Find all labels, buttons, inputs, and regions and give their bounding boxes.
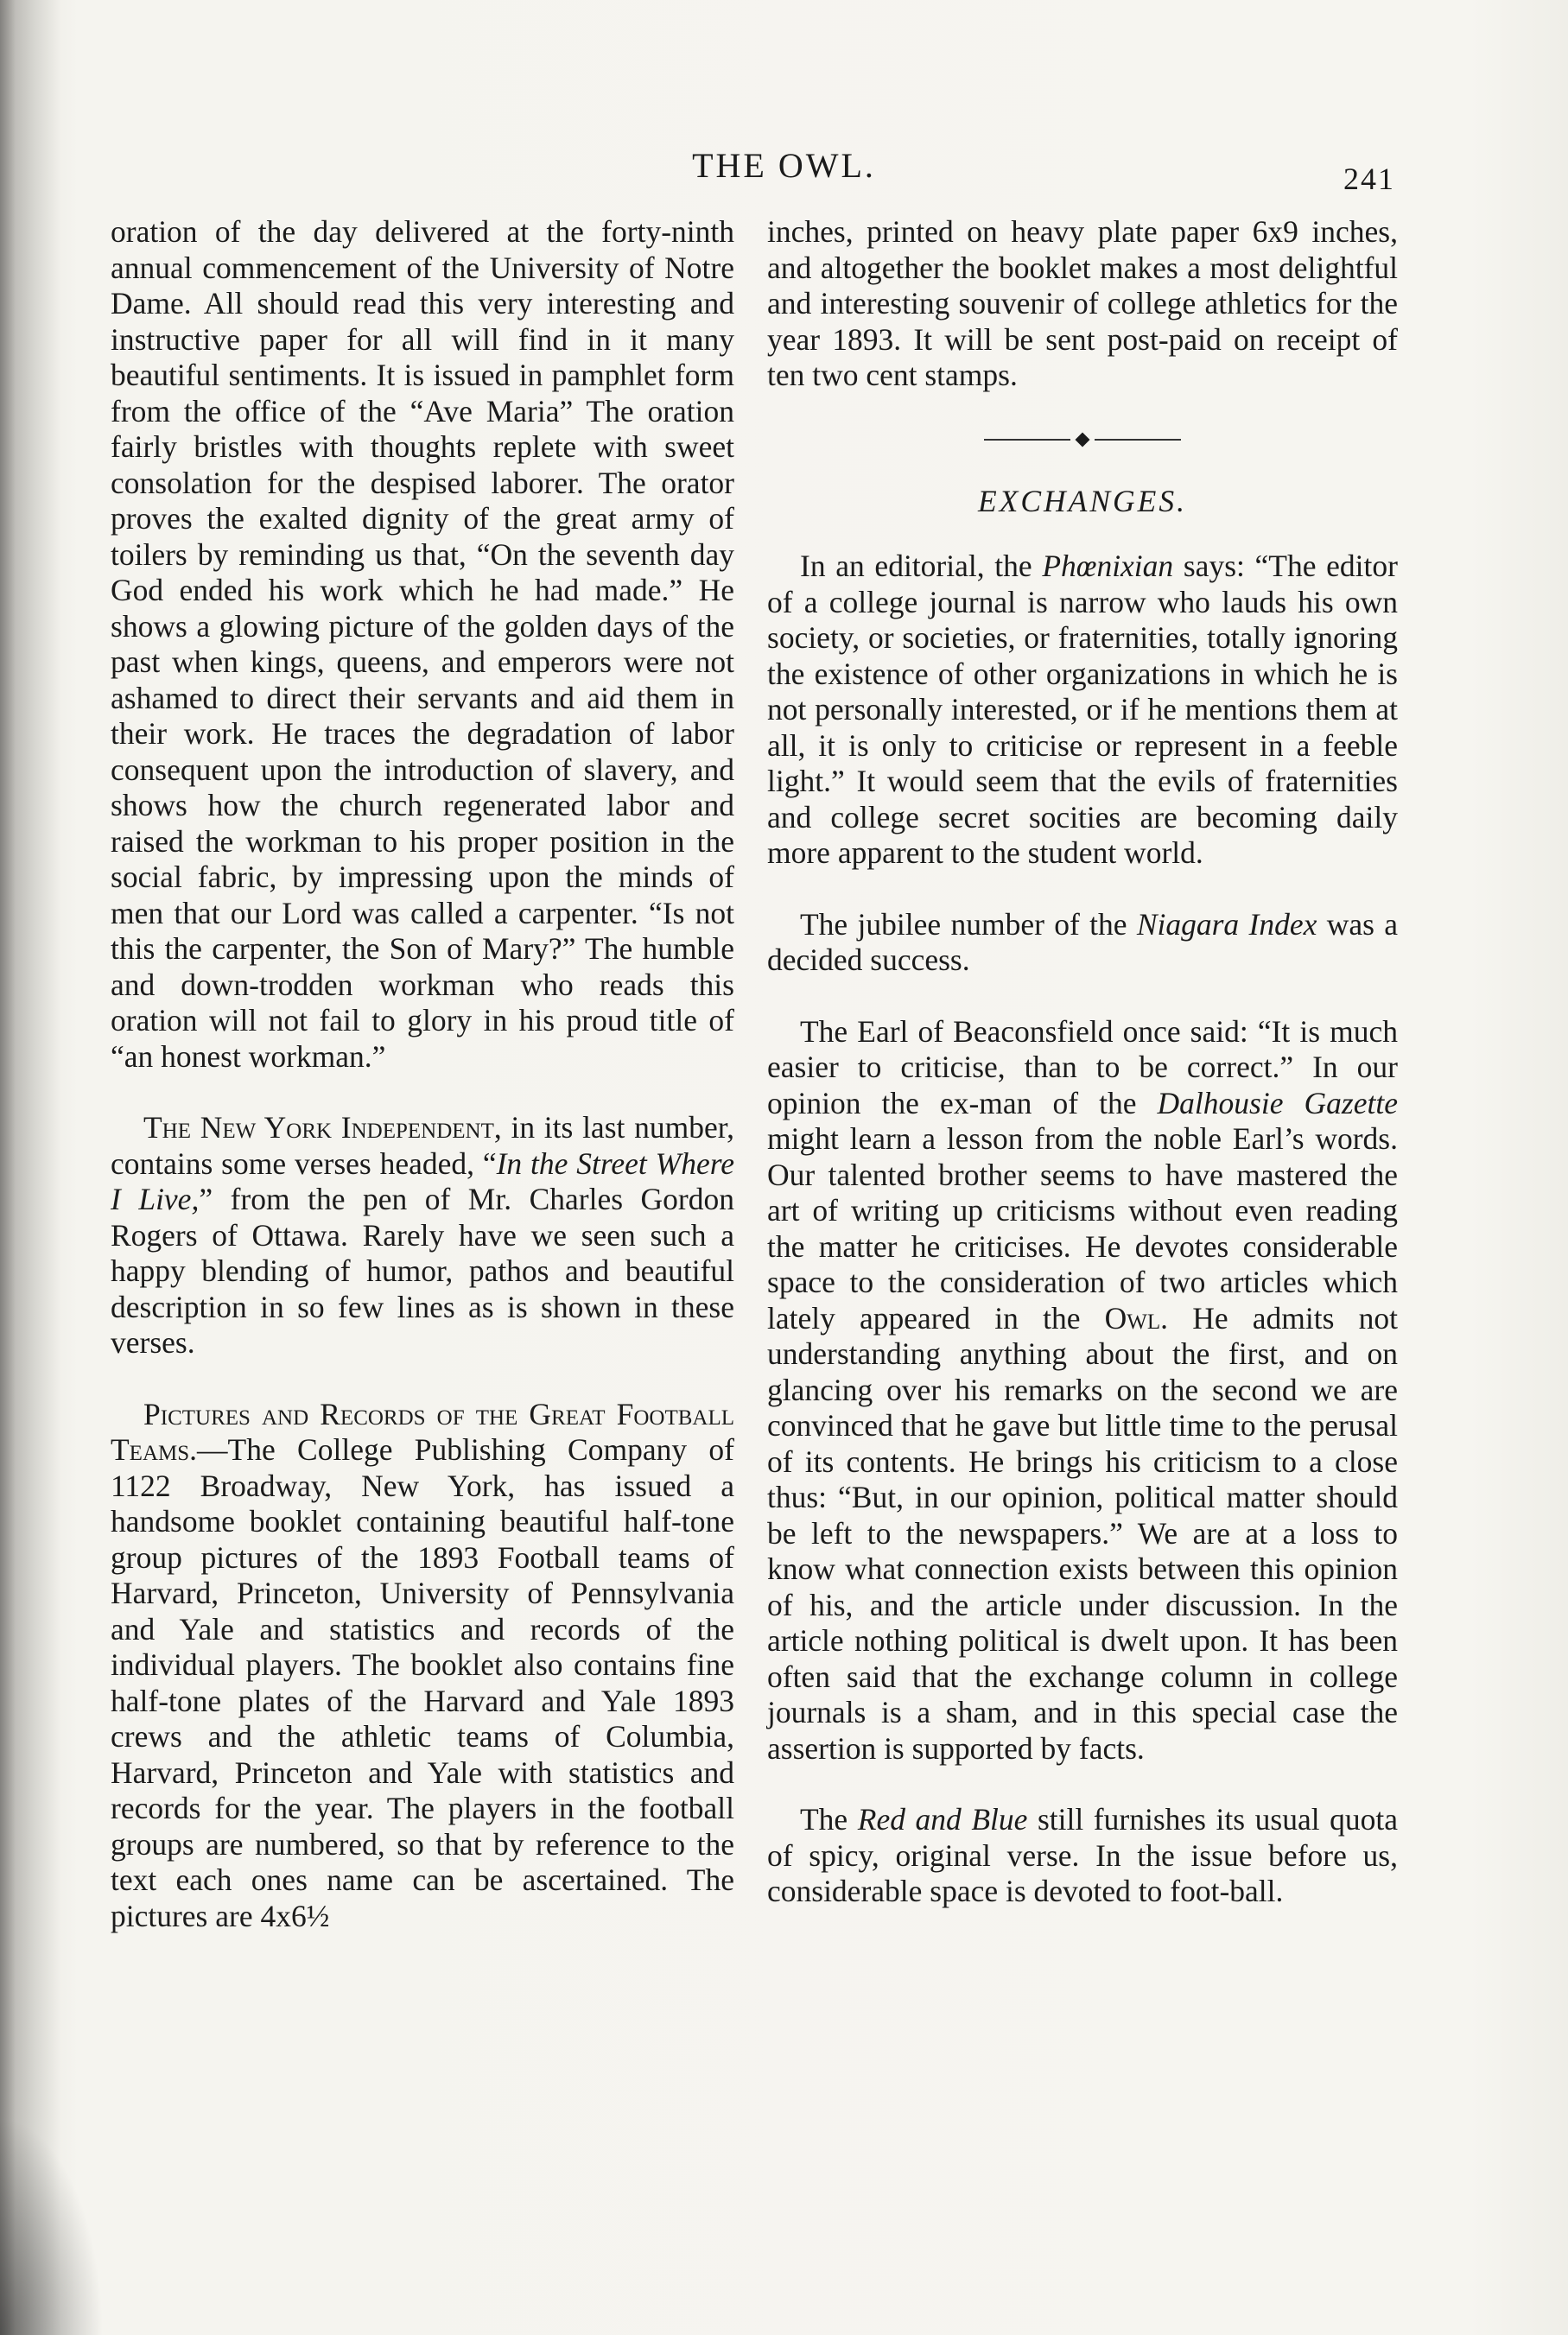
section-divider — [767, 420, 1398, 460]
binding-shadow — [0, 0, 60, 2335]
journal-title: Phœnixian — [1042, 549, 1174, 583]
verse-title: In the Street Where I Live, — [111, 1145, 734, 1216]
journal-title: Owl — [1104, 1300, 1161, 1336]
section-title-exchanges: EXCHANGES. — [978, 483, 1187, 518]
paragraph-red-and-blue: The Red and Blue still furnishes its usual quota of spicy, original verse. In the issue before us, considerable space is devoted to foot-ball. — [767, 1802, 1398, 1908]
paragraph-phoenixian: In an editorial, the Phœnixian says: “The editor of a college journal is narrow who lauds his own society, or societies, or fraternities, totally ignoring the existence of other organizations in which he is not personally interested, or if he mentions them at all, it is only to criticise or represent in a feeble light.” It would seem that the evils of fraternities and college secret socities are becoming daily more apparent to the student world. — [767, 549, 1398, 870]
right-column — [767, 214, 1398, 1910]
paragraph-football-teams: Pictures and Records of the Great Football Teams.—The College Publishing Company of 1122 Broadway, New York, has issued a handsome booklet containing beautiful half-tone group pictures of the 1893 Football teams of Harvard, Princeton, University of Pennsylvania and Yale and statistics and records of the individual players. The booklet also contains fine half-tone plates of the Harvard and Yale 1893 crews and the athletic teams of Columbia, Harvard, Princeton and Yale with statistics and records for the year. The players in the football groups are numbered, so that by reference to the text each ones name can be ascertained. The pictures are 4x6½ — [111, 1396, 734, 1933]
paragraph-niagara-index: The jubilee number of the Niagara Index was a decided success. — [767, 906, 1398, 977]
article-heading: Pictures and Records of the Great Football Teams. — [111, 1396, 734, 1467]
publication-name: The New York Independent — [143, 1110, 494, 1145]
paragraph-booklet-continued: inches, printed on heavy plate paper 6x9 inches, and altogether the booklet makes a most delightful and interesting souvenir of college athletics for the year 1893. It will be sent post-paid on receipt of ten two cent stamps. — [767, 214, 1398, 392]
page-number: 241 — [1343, 162, 1395, 196]
journal-title: Red and Blue — [857, 1802, 1028, 1837]
corner-stain — [0, 2116, 104, 2335]
paragraph-dalhousie-gazette: The Earl of Beaconsfield once said: “It is much easier to criticise, than to be correct.” In our opinion the ex-man of the Dalhousie Gazette might learn a lesson from the noble Earl’s words. Our talented brother seems to have mastered the art of writing up criticisms without even reading the matter he criticises. He devotes considerable space to the consideration of two articles which lately appeared in the Owl. He admits not understanding anything about the first, and on glancing over his remarks on the second we are convinced that he gave but little time to the perusal of its contents. He brings his criticism to a close thus: “But, in our opinion, political matter should be left to the newspapers.” We are at a loss to know what connection exists between this opinion of his, and the article under discussion. In the article nothing political is dwelt upon. It has been often said that the exchange column in college journals is a sham, and in this special case the assertion is supported by facts. — [767, 1013, 1399, 1766]
paragraph-new-york-independent: The New York Independent, in its last number, contains some verses headed, “In the Street Where I Live,” from the pen of Mr. Charles Gordon Rogers of Ottawa. Rarely have we seen such a happy blending of humor, pathos and beautiful description in so few lines as is shown in these verses. — [111, 1110, 734, 1360]
journal-title: Niagara Index — [1136, 906, 1317, 942]
paragraph-oration: oration of the day delivered at the forty-ninth annual commencement of the University of Notre Dame. All should read this very interesting and instructive paper for all will find in it many beautiful sentiments. It is issued in pamphlet form from the office of the “Ave Maria” The oration fairly bristles with thoughts replete with sweet consolation for the despised laborer. The orator proves the exalted dignity of the great army of toilers by reminding us that, “On the seventh day God ended his work which he had made.” He shows a glowing picture of the golden days of the past when kings, queens, and emperors were not ashamed to direct their servants and aid them in their work. He traces the degradation of labor consequent upon the introduction of slavery, and shows how the church regenerated labor and raised the workman to his proper position in the social fabric, by impressing upon the minds of men that our Lord was called a carpenter. “Is not this the carpenter, the Son of Mary?” The humble and down-trodden workman who reads this oration will not fail to glory in his proud title of “an honest workman.” — [111, 214, 734, 1074]
journal-title: Dalhousie Gazette — [1157, 1085, 1398, 1120]
running-head-title: THE OWL. — [692, 146, 876, 185]
left-column — [111, 214, 734, 1934]
